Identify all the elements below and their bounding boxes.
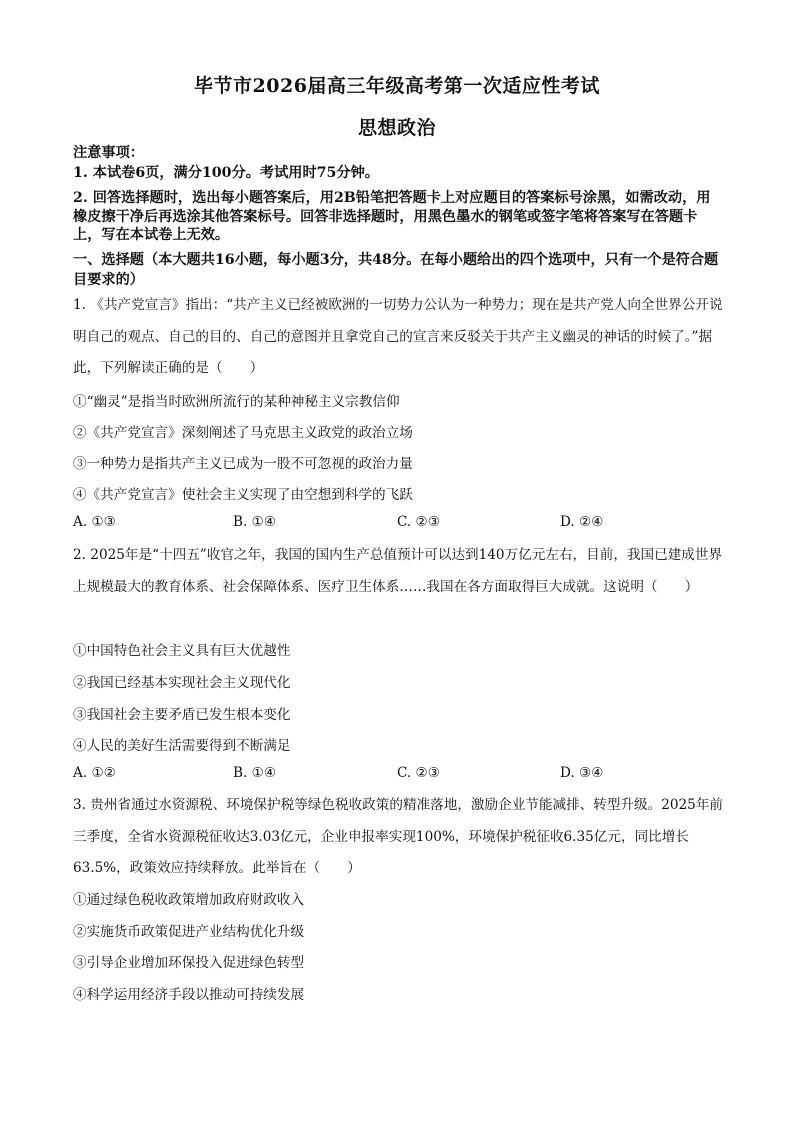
question-1-stem: 1. 《共产党宣言》指出：“共产主义已经被欧洲的一切势力公认为一种势力；现在是共产党人向全世界公开说明自己的观点、自己的目的、自己的意图并且拿党自己的宣言来反驳关于共产主义幽灵的神话的时候了。”据此，下列解读正确的是（ ） (73, 297, 723, 376)
question-1-statement: ④《共产党宣言》使社会主义实现了由空想到科学的飞跃 (73, 487, 413, 503)
notice-heading: 注意事项： (73, 145, 144, 161)
choice-a: A. ①② (73, 765, 116, 781)
choice-b: B. ①④ (233, 765, 277, 781)
question-3-stem: 3. 贵州省通过水资源税、环境保护税等绿色税收政策的精准落地，激励企业节能减排、转型升级。2025年前三季度，全省水资源税征收达3.03亿元，企业申报率实现100%，环境保护税征收6.35亿元，同比增长63.5%，政策效应持续释放。此举旨在（ ） (73, 797, 724, 876)
question-2-statement: ④人民的美好生活需要得到不断满足 (73, 738, 291, 754)
choice-b: B. ①④ (233, 514, 277, 530)
choice-c: C. ②③ (397, 765, 440, 781)
choice-d: D. ②④ (560, 514, 604, 530)
notice-item-2: 2. 回答选择题时，选出每小题答案后，用2B铅笔把答题卡上对应题目的答案标号涂黑，如需改动，用橡皮擦干净后再选涂其他答案标号。回答非选择题时，用黑色墨水的钢笔或签字笔将答案写在答题卡上，写在本试卷上无效。 (73, 190, 711, 243)
question-2-statement: ③我国社会主要矛盾已发生根本变化 (73, 707, 291, 723)
question-1-statement: ③一种势力是指共产主义已成为一股不可忽视的政治力量 (73, 456, 413, 472)
choice-c: C. ②③ (397, 514, 440, 530)
question-3-statement: ④科学运用经济手段以推动可持续发展 (73, 987, 305, 1003)
question-1-statement: ①“幽灵”是指当时欧洲所流行的某种神秘主义宗教信仰 (73, 394, 400, 410)
section-heading: 一、选择题（本大题共16小题，每小题3分，共48分。在每小题给出的四个选项中，只有一个是符合题目要求的） (73, 252, 719, 288)
question-2-choices (73, 765, 723, 783)
question-2-statement: ②我国已经基本实现社会主义现代化 (73, 675, 291, 691)
subject-title: 思想政治 (357, 117, 436, 139)
question-2-statement: ①中国特色社会主义具有巨大优越性 (73, 643, 291, 659)
exam-title: 毕节市2026届高三年级高考第一次适应性考试 (194, 75, 600, 97)
notice-item-1: 1. 本试卷6页，满分100分。考试用时75分钟。 (73, 165, 379, 181)
question-2-stem: 2. 2025年是“十四五”收官之年，我国的国内生产总值预计可以达到140万亿元左右，目前，我国已建成世界上规模最大的教育体系、社会保障体系、医疗卫生体系……我国在各方面取得巨大成就。这说明（ ） (73, 547, 723, 595)
question-1-choices (73, 514, 723, 532)
question-3-statement: ②实施货币政策促进产业结构优化升级 (73, 924, 305, 940)
question-1-statement: ②《共产党宣言》深刻阐述了马克思主义政党的政治立场 (73, 425, 413, 441)
choice-a: A. ①③ (73, 514, 116, 530)
choice-d: D. ③④ (560, 765, 604, 781)
question-3-statement: ①通过绿色税收政策增加政府财政收入 (73, 892, 305, 908)
question-3-statement: ③引导企业增加环保投入促进绿色转型 (73, 955, 305, 971)
